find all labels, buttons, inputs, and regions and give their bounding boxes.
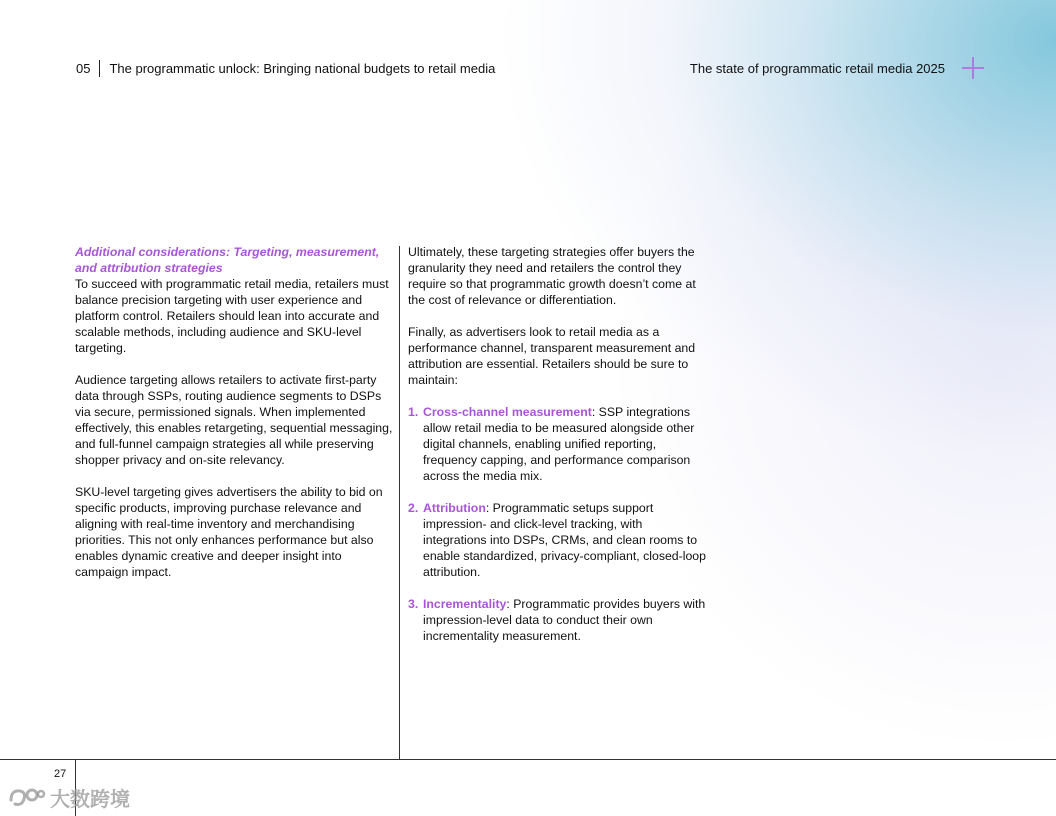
- list-number: 3.: [408, 597, 419, 611]
- list-term: Attribution: [423, 501, 486, 515]
- section-heading: [76, 60, 495, 77]
- right-paragraph-1: Ultimately, these targeting strategies offer buyers the granularity they need and retailers the control they require so that programmatic growth doesn’t come at the cost of relevance or differentiation.: [408, 245, 696, 307]
- footer-divider: [0, 759, 1056, 760]
- section-title: The programmatic unlock: Bringing national budgets to retail media: [109, 61, 496, 76]
- right-paragraph-2: Finally, as advertisers look to retail media as a performance channel, transparent measurement and attribution are essential. Retailers should be sure to maintain:: [408, 325, 696, 387]
- list-item: [408, 404, 708, 484]
- column-divider: [399, 246, 400, 759]
- page-header: [76, 60, 980, 80]
- list-item: [408, 500, 708, 580]
- audience-paragraph: Audience targeting allows retailers to activate first-party data through SSPs, routing audience segments to DSPs via secure, permissioned signals. When implemented effectively, this enables retargeting, sequential messaging, and full-funnel campaign strategies all while preserving shopper privacy and on-site relevancy.: [75, 373, 393, 467]
- list-number: 2.: [408, 501, 419, 515]
- right-column: [408, 244, 708, 660]
- left-intro: [75, 244, 393, 356]
- left-column: [75, 244, 393, 596]
- page-number: 27: [54, 768, 67, 780]
- list-text: : Programmatic setups support impression- and click-level tracking, with integrations into DSPs, CRMs, and clean rooms to enable standardized, privacy-compliant, closed-loop attribution.: [423, 501, 706, 579]
- sku-paragraph: SKU-level targeting gives advertisers the ability to bid on specific products, improving purchase relevance and aligning with real-time inventory and merchandising priorities. This not only enhances performance but also enables dynamic creative and deeper insight into campaign impact.: [75, 485, 383, 579]
- subhead-line2: and attribution strategies: [75, 261, 223, 275]
- subhead: [75, 245, 379, 275]
- watermark-logo-icon: [8, 786, 46, 810]
- list-text: : SSP integrations allow retail media to be measured alongside other digital channels, enabling unified reporting, frequency capping, and performance comparison across the media mix.: [423, 405, 695, 483]
- measurement-list: [408, 404, 708, 644]
- list-text: : Programmatic provides buyers with impression-level data to conduct their own incrementality measurement.: [423, 597, 706, 643]
- plus-icon: [962, 57, 984, 79]
- section-number: 05: [76, 60, 100, 77]
- list-term: Incrementality: [423, 597, 507, 611]
- list-item: [408, 596, 708, 644]
- list-number: 1.: [408, 405, 419, 419]
- watermark-text: 大数跨境: [50, 789, 130, 811]
- report-title: The state of programmatic retail media 2025: [689, 61, 945, 76]
- watermark: [8, 783, 130, 812]
- intro-text: To succeed with programmatic retail media, retailers must balance precision targeting with user experience and platform control. Retailers should lean into accurate and scalable methods, including audience and SKU-level targeting.: [75, 277, 389, 355]
- subhead-line1: Additional considerations: Targeting, measurement,: [75, 245, 380, 259]
- list-term: Cross-channel measurement: [423, 405, 592, 419]
